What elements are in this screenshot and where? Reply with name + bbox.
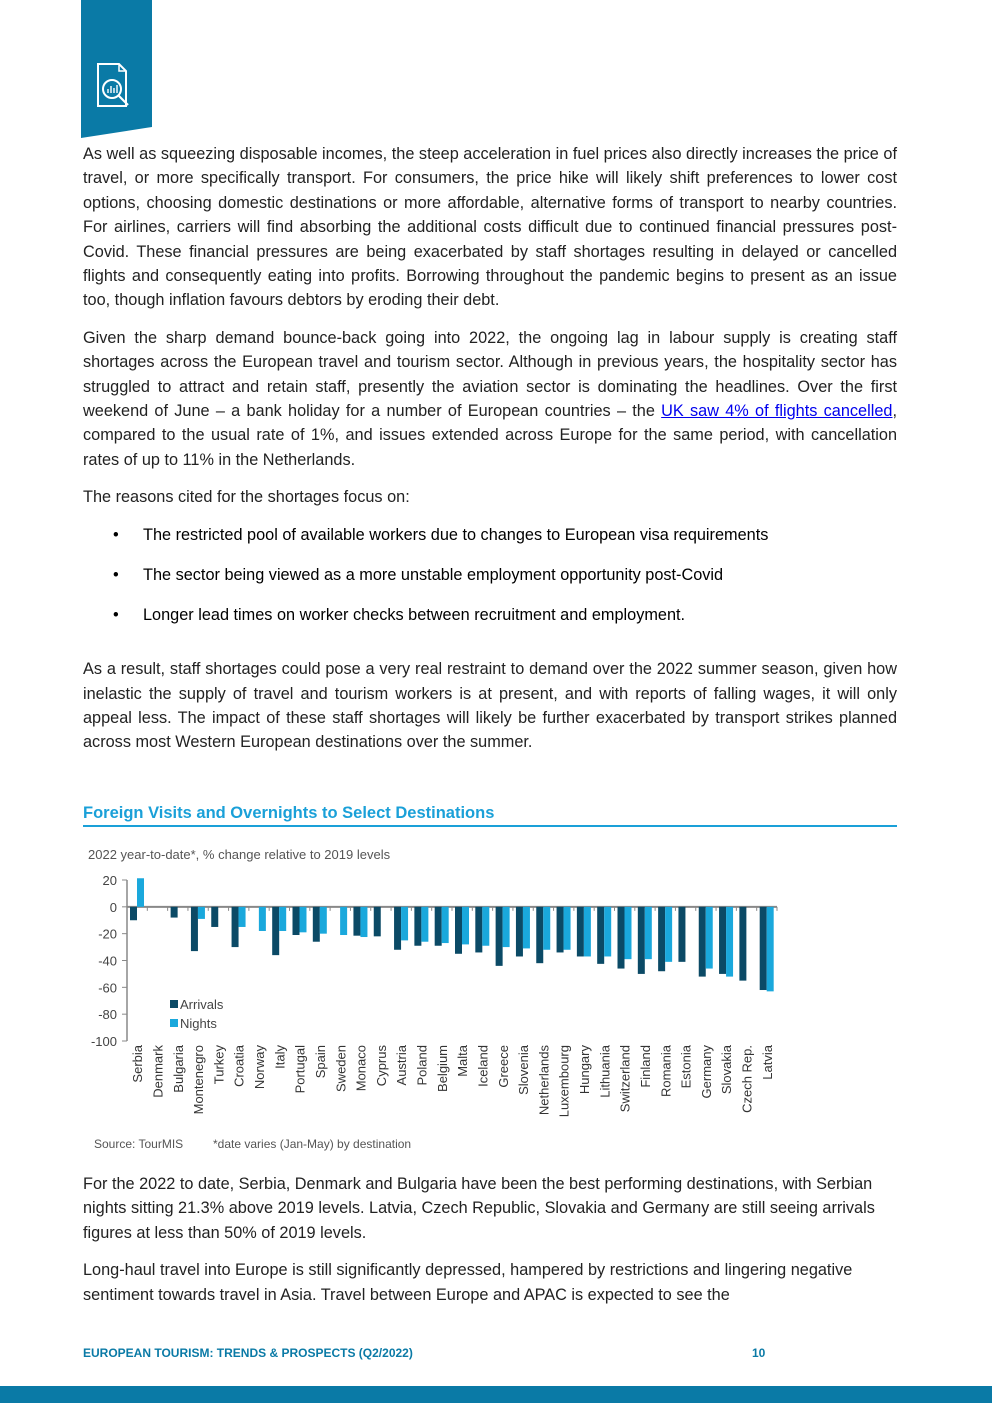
legend-label: Arrivals (180, 997, 224, 1012)
x-tick-label: Montenegro (191, 1045, 207, 1115)
x-tick-label: Estonia (678, 1045, 694, 1089)
bar-arrivals (699, 907, 706, 977)
x-tick-label: Italy (272, 1045, 288, 1069)
x-tick-label: Latvia (759, 1045, 775, 1080)
bar-nights (198, 907, 205, 919)
x-tick-label: Portugal (292, 1045, 308, 1094)
bar-nights (726, 907, 733, 977)
list-item: • Longer lead times on worker checks between recruitment and employment. (83, 603, 897, 627)
bar-arrivals (557, 907, 564, 953)
x-tick-label: Denmark (150, 1045, 166, 1098)
legend-swatch (170, 1000, 178, 1008)
bar-arrivals (516, 907, 523, 957)
bar-arrivals (719, 907, 726, 974)
list-item: • The restricted pool of available workers due to changes to European visa requirements (83, 523, 897, 547)
legend-swatch (170, 1019, 178, 1027)
paragraph: As well as squeezing disposable incomes, the steep acceleration in fuel prices also directly increases the price of travel, or more specifically transport. For consumers, the price hike will likely shift preferences to lower cost options, choosing domestic destinations or more affordable, alternative forms of transport to nearby countries. For airlines, carriers will find absorbing the additional costs difficult due to continued financial pressures post-Covid. These financial pressures are being exacerbated by staff shortages resulting in delayed or cancelled flights and consequently eating into profits. Borrowing throughout the pandemic begins to present as an issue too, though inflation favours debtors by eroding their debt. (83, 145, 897, 310)
y-tick-label: -80 (98, 1007, 117, 1023)
y-tick-label: -40 (98, 953, 117, 969)
bar-nights (543, 907, 550, 950)
x-tick-label: Germany (698, 1045, 714, 1099)
bar-arrivals (191, 907, 198, 951)
x-tick-label: Hungary (577, 1045, 593, 1095)
footer-bar (0, 1386, 992, 1403)
bar-nights (421, 907, 428, 942)
bar-arrivals (394, 907, 401, 950)
x-tick-label: Iceland (475, 1045, 491, 1087)
bar-arrivals (475, 907, 482, 953)
bar-nights (482, 907, 489, 946)
x-tick-label: Sweden (333, 1045, 349, 1092)
bar-nights (360, 907, 367, 937)
y-tick-label: -100 (90, 1034, 117, 1049)
x-tick-label: Norway (252, 1045, 268, 1090)
bar-nights (665, 907, 672, 962)
list-item: • The sector being viewed as a more unstable employment opportunity post-Covid (83, 563, 897, 587)
bar-arrivals (211, 907, 218, 927)
bar-arrivals (678, 907, 685, 962)
x-tick-label: Romania (658, 1045, 674, 1098)
header-banner (81, 0, 152, 138)
bar-arrivals (638, 907, 645, 974)
bar-arrivals (496, 907, 503, 966)
bullet-list (83, 523, 897, 627)
bar-nights (259, 907, 266, 931)
bar-nights (645, 907, 652, 959)
y-tick-label: -60 (98, 980, 117, 996)
bar-arrivals (658, 907, 665, 971)
body-text-top (83, 142, 897, 768)
bar-nights (584, 907, 591, 957)
bar-arrivals (536, 907, 543, 963)
x-tick-label: Belgium (434, 1045, 450, 1092)
x-tick-label: Bulgaria (170, 1045, 186, 1093)
bar-nights (767, 907, 774, 992)
paragraph: For the 2022 to date, Serbia, Denmark and Bulgaria have been the best performing destinations, with Serbian nights sitting 21.3% above 2019 levels. Latvia, Czech Republic, Slovakia and Germany are still seeing arrivals figures at less than 50% of 2019 levels. (83, 1175, 875, 1242)
text: Given the sharp demand bounce-back going into 2022, the ongoing lag in labour supply is creating staff shortages across the European travel and tourism sector. Although in previous years, the hospitality sector has struggled to attract and retain staff, presently the aviation sector is dominating the headlines. Over the first weekend of June – a bank holiday for a number of European countries – the (83, 328, 897, 421)
x-tick-label: Austria (394, 1045, 410, 1086)
bar-arrivals (760, 907, 767, 990)
bar-arrivals (455, 907, 462, 954)
bar-arrivals (353, 907, 360, 936)
paragraph: Long-haul travel into Europe is still significantly depressed, hampered by restrictions and lingering negative sentiment towards travel in Asia. Travel between Europe and APAC is expected to see the (83, 1261, 853, 1304)
bar-arrivals (171, 907, 178, 918)
bar-nights (300, 907, 307, 932)
legend-label: Nights (180, 1016, 217, 1031)
chart-subtitle: 2022 year-to-date*, % change relative to 2019 levels (88, 847, 391, 862)
footer-title: EUROPEAN TOURISM: TRENDS & PROSPECTS (Q2/2022) (83, 1346, 413, 1360)
bar-nights (706, 907, 713, 969)
x-tick-label: Turkey (211, 1045, 227, 1085)
bar-nights (523, 907, 530, 949)
bar-nights (604, 907, 611, 957)
bar-nights (401, 907, 408, 941)
bar-arrivals (435, 907, 442, 946)
chart-title: Foreign Visits and Overnights to Select Destinations (83, 804, 897, 827)
x-tick-label: Croatia (231, 1045, 247, 1087)
page-number: 10 (752, 1346, 766, 1360)
body-text-bottom (83, 1172, 897, 1320)
x-tick-label: Spain (312, 1045, 328, 1079)
chart-note: *date varies (Jan-May) by destination (213, 1137, 412, 1151)
bar-arrivals (313, 907, 320, 942)
bar-arrivals (597, 907, 604, 964)
x-tick-label: Slovakia (719, 1045, 735, 1095)
bar-arrivals (739, 907, 746, 981)
x-tick-label: Lithuania (597, 1045, 613, 1098)
document-analysis-icon (95, 62, 135, 112)
y-tick-label: 0 (109, 899, 117, 915)
paragraph: The reasons cited for the shortages focus on: (83, 488, 410, 507)
bar-nights (340, 907, 347, 935)
paragraph (83, 326, 897, 472)
bar-nights (625, 907, 632, 959)
x-tick-label: Cyprus (373, 1045, 389, 1087)
uk-flights-link[interactable]: UK saw 4% of flights cancelled (661, 402, 893, 421)
bar-nights (239, 907, 246, 927)
text: , compared to the usual rate of 1%, and issues extended across Europe for the same period, with cancellation rates of up to 11% in the Netherlands. (83, 402, 897, 469)
y-tick-label: -20 (98, 926, 117, 942)
x-tick-label: Greece (495, 1045, 511, 1088)
bar-nights (137, 878, 144, 907)
bar-nights (320, 907, 327, 934)
bar-arrivals (272, 907, 279, 955)
x-tick-label: Monaco (353, 1045, 369, 1092)
bar-arrivals (577, 907, 584, 957)
bar-arrivals (374, 907, 381, 937)
bar-nights (279, 907, 286, 931)
bar-nights (503, 907, 510, 947)
bar-arrivals (232, 907, 239, 947)
x-tick-label: Czech Rep. (739, 1045, 755, 1113)
bar-nights (564, 907, 571, 950)
x-tick-label: Luxembourg (556, 1045, 572, 1118)
x-tick-label: Netherlands (536, 1045, 552, 1116)
paragraph: As a result, staff shortages could pose a very real restraint to demand over the 2022 summer season, given how inelastic the supply of travel and tourism workers is at present, and with reports of falling wages, it will only appeal less. The impact of these staff shortages will likely be further exacerbated by transport strikes planned across most Western European destinations over the summer. (83, 660, 897, 752)
bar-arrivals (618, 907, 625, 969)
bar-nights (462, 907, 469, 945)
chart-source: Source: TourMIS (94, 1137, 184, 1151)
x-tick-label: Malta (455, 1045, 471, 1077)
x-tick-label: Finland (637, 1045, 653, 1088)
x-tick-label: Serbia (130, 1045, 146, 1083)
bar-arrivals (414, 907, 421, 946)
x-tick-label: Poland (414, 1045, 430, 1086)
bar-chart (0, 840, 992, 1160)
bar-nights (442, 907, 449, 943)
x-tick-label: Slovenia (516, 1045, 532, 1095)
x-tick-label: Switzerland (617, 1045, 633, 1113)
bar-arrivals (293, 907, 300, 935)
y-tick-label: 20 (102, 873, 117, 888)
bar-arrivals (130, 907, 137, 920)
